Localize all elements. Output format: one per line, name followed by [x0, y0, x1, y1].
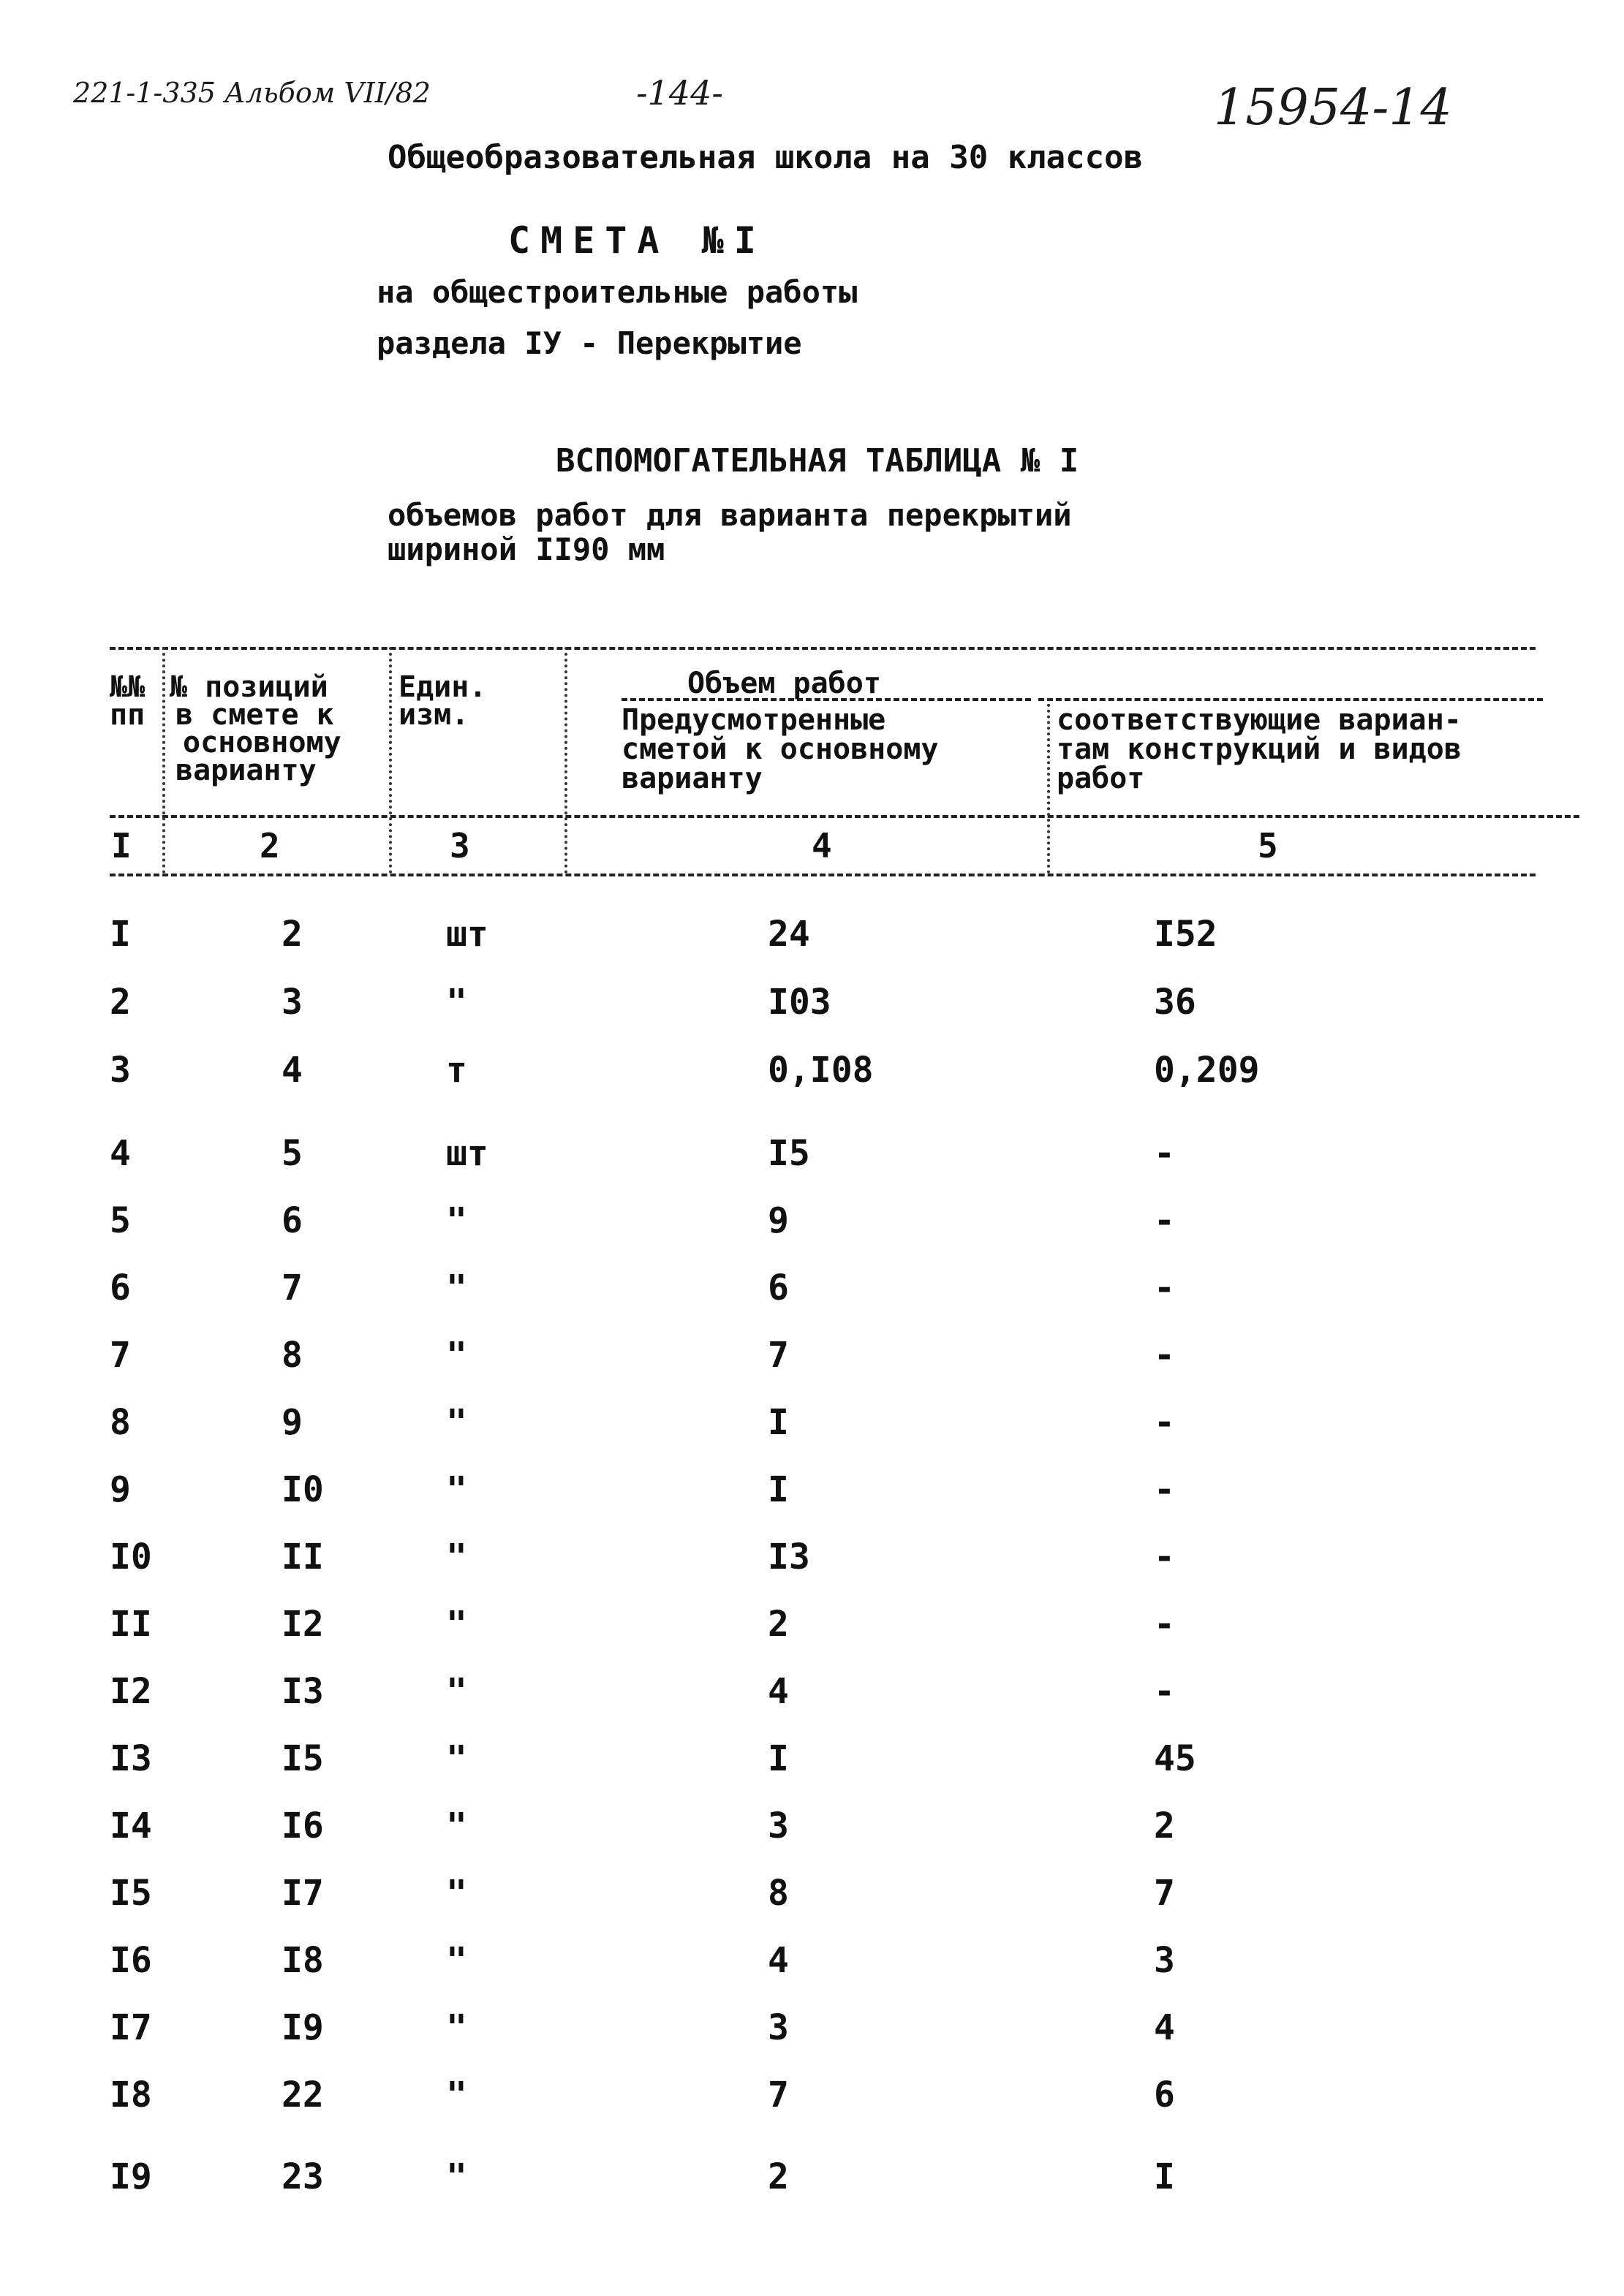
- row-number: I5: [110, 1873, 152, 1914]
- column-number-2: 2: [260, 826, 280, 865]
- unit: ": [446, 1806, 467, 1846]
- header-top-rule: [110, 647, 1536, 650]
- unit: ": [446, 1268, 467, 1308]
- header-mid-rule: [110, 815, 1579, 818]
- base-volume: 4: [768, 1940, 789, 1981]
- row-number: 4: [110, 1133, 131, 1174]
- aux-table-description-2: шириной II90 мм: [388, 531, 665, 567]
- col4-header-3: варианту: [622, 762, 763, 795]
- column-number-5: 5: [1258, 826, 1278, 865]
- col2-header-1: № позиций: [170, 670, 328, 704]
- variant-volume: -: [1154, 1335, 1175, 1376]
- school-title: Общеобразовательная школа на 30 классов: [388, 139, 1144, 176]
- base-volume: I: [768, 1738, 789, 1779]
- inventory-number: 15954-14: [1214, 79, 1452, 137]
- variant-volume: -: [1154, 1671, 1175, 1712]
- page-number: -144-: [636, 73, 723, 113]
- table-row: [0, 914, 1624, 958]
- unit: шт: [446, 914, 488, 955]
- position-number: I0: [282, 1469, 324, 1510]
- base-volume: I: [768, 1469, 789, 1510]
- position-number: 9: [282, 1402, 303, 1443]
- position-number: 7: [282, 1268, 303, 1308]
- row-number: I7: [110, 2007, 152, 2048]
- table-row: [0, 1537, 1624, 1580]
- table-row: [0, 1133, 1624, 1177]
- base-volume: 6: [768, 1268, 789, 1308]
- document-code-handwritten: 221-1-335 Альбом VII/82: [73, 77, 431, 109]
- col4-header-1: Предусмотренные: [622, 703, 886, 737]
- table-row: [0, 1604, 1624, 1648]
- unit: ": [446, 1469, 467, 1510]
- base-volume: I: [768, 1402, 789, 1443]
- variant-volume: 4: [1154, 2007, 1175, 2048]
- col2-header-2: в смете к: [175, 698, 334, 732]
- column-divider-2: [389, 647, 392, 874]
- table-row: [0, 1806, 1624, 1849]
- aux-table-description-1: объемов работ для варианта перекрытий: [388, 497, 1072, 533]
- base-volume: 0,I08: [768, 1050, 874, 1091]
- col1-header-1: №№: [110, 670, 146, 704]
- table-row: [0, 1050, 1624, 1094]
- table-row: [0, 2007, 1624, 2051]
- base-volume: 2: [768, 1604, 789, 1645]
- position-number: II: [282, 1537, 324, 1577]
- position-number: I3: [282, 1671, 324, 1712]
- unit: ": [446, 1335, 467, 1376]
- header-bottom-rule: [110, 874, 1536, 876]
- variant-volume: -: [1154, 1200, 1175, 1241]
- column-divider-3: [564, 647, 567, 874]
- variant-volume: -: [1154, 1268, 1175, 1308]
- table-row: [0, 1402, 1624, 1446]
- unit: ": [446, 1873, 467, 1914]
- base-volume: 24: [768, 914, 810, 955]
- table-row: [0, 982, 1624, 1026]
- base-volume: 9: [768, 1200, 789, 1241]
- variant-volume: I: [1154, 2156, 1175, 2197]
- aux-table-title: ВСПОМОГАТЕЛЬНАЯ ТАБЛИЦА № I: [556, 442, 1079, 480]
- row-number: I: [110, 914, 131, 955]
- position-number: I5: [282, 1738, 324, 1779]
- row-number: I2: [110, 1671, 152, 1712]
- position-number: 8: [282, 1335, 303, 1376]
- col2-header-4: варианту: [175, 754, 317, 787]
- variant-volume: 6: [1154, 2075, 1175, 2115]
- unit: ": [446, 2075, 467, 2115]
- position-number: I8: [282, 1940, 324, 1981]
- col2-header-3: основному: [183, 726, 341, 759]
- base-volume: 7: [768, 2075, 789, 2115]
- variant-volume: -: [1154, 1604, 1175, 1645]
- row-number: 9: [110, 1469, 131, 1510]
- variant-volume: 36: [1154, 982, 1196, 1023]
- table-row: [0, 1469, 1624, 1513]
- variant-volume: -: [1154, 1469, 1175, 1510]
- position-number: 2: [282, 914, 303, 955]
- unit: ": [446, 2007, 467, 2048]
- row-number: I6: [110, 1940, 152, 1981]
- base-volume: 8: [768, 1873, 789, 1914]
- table-row: [0, 2156, 1624, 2200]
- position-number: I9: [282, 2007, 324, 2048]
- unit: ": [446, 1604, 467, 1645]
- table-row: [0, 1671, 1624, 1715]
- row-number: 8: [110, 1402, 131, 1443]
- table-row: [0, 1873, 1624, 1917]
- unit: ": [446, 2156, 467, 2197]
- row-number: I4: [110, 1806, 152, 1846]
- base-volume: 3: [768, 2007, 789, 2048]
- base-volume: 7: [768, 1335, 789, 1376]
- volume-group-rule-right: [1038, 698, 1543, 701]
- base-volume: I5: [768, 1133, 810, 1174]
- unit: ": [446, 1738, 467, 1779]
- column-number-1: I: [111, 826, 132, 865]
- row-number: I8: [110, 2075, 152, 2115]
- column-divider-1: [162, 647, 165, 874]
- variant-volume: 3: [1154, 1940, 1175, 1981]
- table-row: [0, 2075, 1624, 2118]
- variant-volume: 2: [1154, 1806, 1175, 1846]
- col1-header-2: пп: [110, 698, 146, 732]
- table-row: [0, 1268, 1624, 1311]
- variant-volume: -: [1154, 1402, 1175, 1443]
- row-number: 3: [110, 1050, 131, 1091]
- position-number: 5: [282, 1133, 303, 1174]
- unit: ": [446, 1200, 467, 1241]
- base-volume: 2: [768, 2156, 789, 2197]
- position-number: I2: [282, 1604, 324, 1645]
- estimate-title: СМЕТА №I: [508, 219, 766, 262]
- row-number: 2: [110, 982, 131, 1023]
- position-number: I7: [282, 1873, 324, 1914]
- variant-volume: -: [1154, 1133, 1175, 1174]
- unit: ": [446, 1940, 467, 1981]
- column-divider-4: [1047, 698, 1050, 874]
- position-number: 6: [282, 1200, 303, 1241]
- row-number: 6: [110, 1268, 131, 1308]
- base-volume: 4: [768, 1671, 789, 1712]
- table-row: [0, 1738, 1624, 1782]
- col5-header-2: там конструкций и видов: [1057, 732, 1462, 766]
- col5-header-3: работ: [1057, 762, 1145, 795]
- variant-volume: -: [1154, 1537, 1175, 1577]
- unit: т: [446, 1050, 467, 1091]
- unit: ": [446, 982, 467, 1023]
- variant-volume: I52: [1154, 914, 1217, 955]
- variant-volume: 0,209: [1154, 1050, 1260, 1091]
- column-number-3: 3: [450, 826, 470, 865]
- estimate-subtitle-1: на общестроительные работы: [377, 274, 858, 310]
- col4-header-2: сметой к основному: [622, 732, 939, 766]
- position-number: 4: [282, 1050, 303, 1091]
- position-number: 22: [282, 2075, 324, 2115]
- base-volume: I3: [768, 1537, 810, 1577]
- row-number: I0: [110, 1537, 152, 1577]
- col3-header-1: Един.: [399, 670, 487, 704]
- row-number: I3: [110, 1738, 152, 1779]
- row-number: I9: [110, 2156, 152, 2197]
- unit: ": [446, 1671, 467, 1712]
- unit: шт: [446, 1133, 488, 1174]
- column-number-4: 4: [812, 826, 832, 865]
- row-number: 7: [110, 1335, 131, 1376]
- position-number: I6: [282, 1806, 324, 1846]
- variant-volume: 7: [1154, 1873, 1175, 1914]
- base-volume: I03: [768, 982, 831, 1023]
- unit: ": [446, 1537, 467, 1577]
- row-number: II: [110, 1604, 152, 1645]
- variant-volume: 45: [1154, 1738, 1196, 1779]
- unit: ": [446, 1402, 467, 1443]
- volume-group-header: Объем работ: [687, 667, 881, 700]
- base-volume: 3: [768, 1806, 789, 1846]
- table-row: [0, 1200, 1624, 1244]
- estimate-subtitle-2: раздела IУ - Перекрытие: [377, 325, 802, 361]
- table-row: [0, 1940, 1624, 1984]
- col5-header-1: соответствующие вариан-: [1057, 703, 1462, 737]
- row-number: 5: [110, 1200, 131, 1241]
- table-row: [0, 1335, 1624, 1379]
- col3-header-2: изм.: [399, 698, 469, 732]
- position-number: 23: [282, 2156, 324, 2197]
- position-number: 3: [282, 982, 303, 1023]
